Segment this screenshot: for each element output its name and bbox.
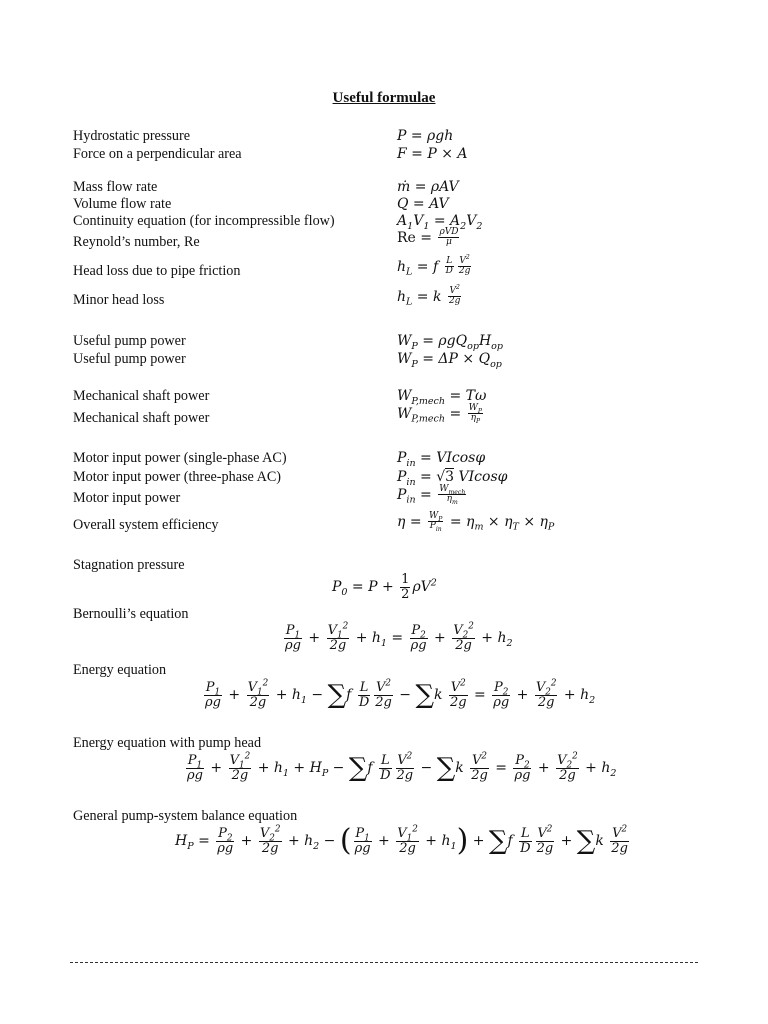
formula-energy-pump: $\frac{P_1}{\rho g}$ + $\frac{V_1^2}{2g}$ + $h_1 + H_P - \sum f$ $\frac{L}{D}$ $\frac{V^2}{2g}$ − ∑k $\frac{V^2}{2g}$ = $\frac{P_2}{\rho g}$ + $\frac{V_2^2}{2g}$ + $h_2$ bbox=[187, 751, 617, 784]
label-minor-loss: Minor head loss bbox=[73, 292, 165, 308]
label-balance: General pump-system balance equation bbox=[73, 808, 298, 824]
formula-mass-flow: ṁ = ρAV bbox=[397, 179, 459, 195]
formula-pump-power-2: $W_P = \Delta P \times Q_{op}$ bbox=[397, 351, 502, 370]
label-shaft-power-2: Mechanical shaft power bbox=[73, 410, 210, 426]
label-volume-flow: Volume flow rate bbox=[73, 196, 172, 212]
formula-motor-three: $P_{in} = √3$ VIcosφ bbox=[397, 469, 508, 488]
formula-motor-single: $P_{in} = VIcos\varphi$ bbox=[397, 450, 486, 469]
label-head-loss: Head loss due to pipe friction bbox=[73, 263, 241, 279]
label-pump-power-2: Useful pump power bbox=[73, 351, 186, 367]
label-energy-pump: Energy equation with pump head bbox=[73, 735, 262, 751]
formula-head-loss: $h_L = f$ $\frac{L}{D}$ $\frac{V^2}{2g}$ bbox=[397, 254, 471, 278]
label-continuity: Continuity equation (for incompressible flow) bbox=[73, 213, 335, 229]
formula-energy: $\frac{P_1}{\rho g}$ + $\frac{V_1^2}{2g}$ + $h_1 - \sum f$ $\frac{L}{D}$ $\frac{V^2}{2g}$ − ∑k $\frac{V^2}{2g}$ = $\frac{P_2}{\rho g}$ + $\frac{V_2^2}{2g}$ + $h_2$ bbox=[205, 678, 596, 711]
label-force: Force on a perpendicular area bbox=[73, 146, 242, 162]
formula-stagnation: $P_0 = P$ + $\frac{1}{2}$ $\rho V^2$ bbox=[332, 572, 437, 602]
formula-bernoulli: $\frac{P_1}{\rho g}$ + $\frac{V_1^2}{2g}$ + $h_1$ = $\frac{P_2}{\rho g}$ + $\frac{V_2^2}{2g}$ + $h_2$ bbox=[285, 621, 513, 653]
formula-reynolds: Re = $\frac{\text{ρVD}}{\mu}$ bbox=[397, 227, 459, 248]
page-title: Useful formulae bbox=[332, 90, 436, 106]
formula-shaft-power-2: $W_{P,mech}$ = $\frac{W_P}{\eta_P}$ bbox=[397, 403, 483, 426]
label-bernoulli: Bernoulli’s equation bbox=[73, 606, 189, 622]
label-energy: Energy equation bbox=[73, 662, 167, 678]
formula-minor-loss: $h_L = k$ $\frac{V^2}{2g}$ bbox=[397, 284, 461, 308]
formula-hydrostatic: P = ρgh bbox=[397, 128, 454, 144]
formula-pump-power-1: $W_P = \rho gQ_{op}H_{op}$ bbox=[397, 333, 503, 352]
formula-continuity: $A_1V_1 = A_2V_2$ bbox=[397, 213, 483, 232]
label-motor-single: Motor input power (single-phase AC) bbox=[73, 450, 287, 466]
formula-volume-flow: Q = AV bbox=[397, 196, 449, 212]
footer-rule bbox=[70, 962, 698, 963]
label-motor-input: Motor input power bbox=[73, 490, 181, 506]
label-stagnation: Stagnation pressure bbox=[73, 557, 185, 573]
label-pump-power-1: Useful pump power bbox=[73, 333, 186, 349]
label-shaft-power-1: Mechanical shaft power bbox=[73, 388, 210, 404]
label-mass-flow: Mass flow rate bbox=[73, 179, 158, 195]
formula-balance: $H_P$ = $\frac{P_2}{\rho g}$ + $\frac{V_2^2}{2g}$ + $h_2$ − ( $\frac{P_1}{\rho g}$ + $\frac{V_1^2}{2g}$ + $h_1) + \sum f$ $\frac{L}{D}$ $\frac{V^2}{2g}$ + ∑k $\frac{V^2}{2g}$ bbox=[175, 823, 628, 858]
formula-motor-input: $P_{in}$ = $\frac{W_{mech}}{\eta_m}$ bbox=[397, 484, 466, 507]
label-hydrostatic: Hydrostatic pressure bbox=[73, 128, 191, 144]
label-motor-three: Motor input power (three-phase AC) bbox=[73, 469, 282, 485]
formula-efficiency: η = $\frac{W_P}{P_{in}}$ = $\eta_m \times \eta_T \times \eta_P$ bbox=[397, 511, 555, 534]
formula-force: F = P × A bbox=[397, 146, 468, 162]
label-efficiency: Overall system efficiency bbox=[73, 517, 219, 533]
label-reynolds: Reynold’s number, Re bbox=[73, 234, 200, 250]
formula-shaft-power-1: $W_{P,mech} = T\omega$ bbox=[397, 388, 487, 407]
